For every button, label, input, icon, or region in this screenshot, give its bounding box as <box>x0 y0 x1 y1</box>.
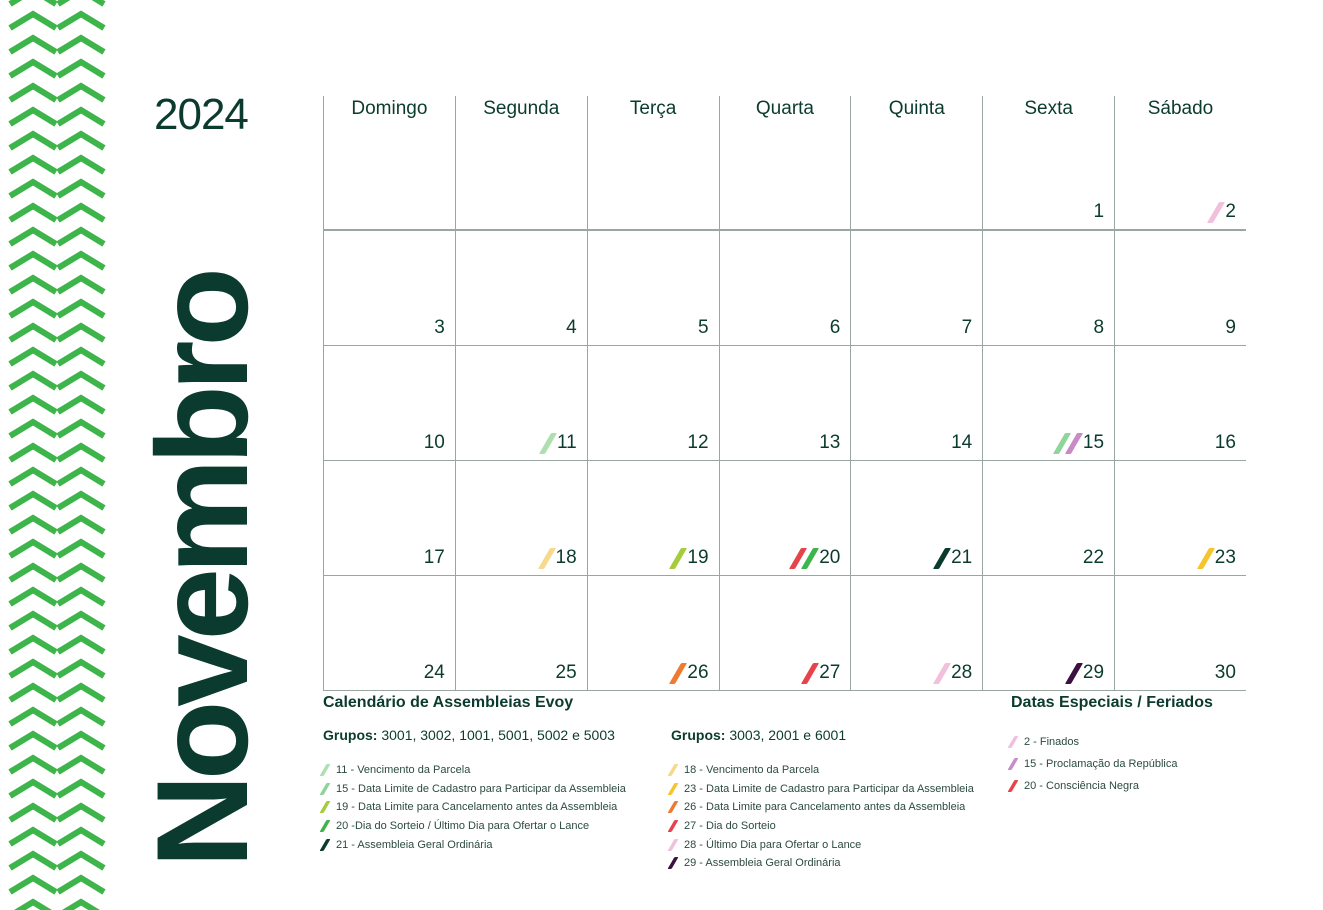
calendar-day-cell <box>982 461 1114 575</box>
day-number-group <box>1093 317 1104 339</box>
chevron-stripe <box>58 14 104 28</box>
day-number: 19 <box>687 547 709 568</box>
legend-item-text: 2 - Finados <box>1024 736 1080 748</box>
legend-item <box>1011 775 1177 797</box>
day-number-group <box>434 317 445 339</box>
event-marker-icon <box>537 548 555 569</box>
chevron-stripe <box>10 470 56 484</box>
chevron-stripe <box>10 398 56 412</box>
day-number-group <box>1225 317 1236 339</box>
event-marker-icon <box>1207 202 1225 223</box>
chevron-stripe <box>58 374 104 388</box>
day-number: 1 <box>1093 201 1105 222</box>
chevron-stripe <box>10 734 56 748</box>
day-number: 20 <box>819 547 841 568</box>
legend-marker-icon <box>320 839 331 851</box>
day-number-group <box>951 432 972 454</box>
legend-item-text: 20 - Consciência Negra <box>1024 780 1139 792</box>
day-number-group <box>830 317 841 339</box>
chevron-stripe <box>10 638 56 652</box>
chevron-stripe <box>58 134 104 148</box>
legend-item-text: 29 - Assembleia Geral Ordinária <box>684 857 841 870</box>
chevron-stripe <box>58 710 104 724</box>
calendar-day-cell <box>455 576 587 690</box>
calendar-month: Novembro <box>129 273 275 868</box>
legend-item-text: 21 - Assembleia Geral Ordinária <box>336 838 493 851</box>
chevron-stripe <box>58 62 104 76</box>
chevron-stripe <box>58 494 104 508</box>
legend-item <box>671 817 974 836</box>
legend-item <box>671 798 974 817</box>
event-marker-icon <box>669 548 687 569</box>
calendar-day-cell <box>455 346 587 460</box>
chevron-stripe <box>10 590 56 604</box>
day-number-group <box>1083 547 1104 569</box>
day-number-group <box>807 662 840 684</box>
calendar-year: 2024 <box>154 90 248 139</box>
chevron-stripe <box>10 662 56 676</box>
calendar-day-cell <box>982 346 1114 460</box>
chevron-stripe <box>10 806 56 820</box>
chevron-stripe <box>10 422 56 436</box>
chevron-stripe <box>10 566 56 580</box>
chevron-stripe <box>58 326 104 340</box>
calendar-week-row <box>323 575 1246 691</box>
legend-item-text: 27 - Dia do Sorteio <box>684 820 776 833</box>
day-number-group <box>1093 201 1104 223</box>
event-marker-icon <box>933 663 951 684</box>
calendar-empty-cell <box>587 132 719 229</box>
day-number: 14 <box>951 432 973 453</box>
chevron-stripe <box>58 854 104 868</box>
calendar-day-cell <box>1114 461 1246 575</box>
day-number: 17 <box>423 547 445 568</box>
legend-item-text: 18 - Vencimento da Parcela <box>684 764 820 777</box>
chevron-stripe <box>58 590 104 604</box>
legend-marker-icon <box>668 820 679 832</box>
legend-marker-icon <box>320 801 331 813</box>
day-number: 24 <box>423 662 445 683</box>
legend-marker-icon <box>1008 780 1019 792</box>
legend-item-text: 19 - Data Limite para Cancelamento antes da Assembleia <box>336 801 618 814</box>
event-marker-icon <box>669 663 687 684</box>
calendar-grid <box>323 96 1246 691</box>
special-dates-title: Datas Especiais / Feriados <box>1011 694 1213 711</box>
day-number-group <box>566 317 577 339</box>
day-number: 6 <box>829 317 841 338</box>
calendar-day-cell <box>1114 231 1246 345</box>
weekday-header-cell: Domingo <box>323 96 455 132</box>
day-number-group <box>1215 662 1236 684</box>
day-number-group <box>675 662 708 684</box>
calendar-day-cell <box>719 461 851 575</box>
event-marker-icon <box>933 548 951 569</box>
chevron-stripe <box>10 206 56 220</box>
chevron-stripe <box>58 542 104 556</box>
calendar-empty-cell <box>719 132 851 229</box>
weekday-header-cell: Sábado <box>1114 96 1246 132</box>
calendar-empty-cell <box>850 132 982 229</box>
day-number: 28 <box>951 662 973 683</box>
calendar-day-cell <box>323 346 455 460</box>
legend-item <box>323 761 626 780</box>
day-number: 18 <box>555 547 577 568</box>
calendar-month-wrap <box>129 256 275 868</box>
legend-item <box>671 835 974 854</box>
chevron-stripe <box>58 758 104 772</box>
chevron-stripe <box>58 110 104 124</box>
chevron-stripe <box>58 158 104 172</box>
legend-item <box>1011 753 1177 775</box>
event-marker-icon <box>1197 548 1215 569</box>
day-number: 15 <box>1082 432 1105 453</box>
day-number-group <box>424 662 445 684</box>
legend-marker-icon <box>668 801 679 813</box>
chevron-stripe <box>58 230 104 244</box>
chevron-stripe <box>58 206 104 220</box>
chevron-stripe <box>10 374 56 388</box>
calendar-day-cell <box>719 576 851 690</box>
chevron-stripe <box>58 782 104 796</box>
legend-item-text: 11 - Vencimento da Parcela <box>336 764 471 777</box>
calendar-week-row <box>323 345 1246 460</box>
chevron-stripe <box>58 566 104 580</box>
calendar-day-cell <box>850 231 982 345</box>
chevron-stripe <box>58 662 104 676</box>
group1-legend-list <box>323 761 626 854</box>
chevron-stripe <box>10 518 56 532</box>
event-marker-icon <box>1065 663 1083 684</box>
legend-item-text: 28 - Último Dia para Ofertar o Lance <box>684 838 862 851</box>
chevron-stripe <box>58 686 104 700</box>
special-dates-list <box>1011 731 1177 797</box>
legend-item-text: 15 - Proclamação da República <box>1024 758 1178 770</box>
day-number: 11 <box>556 432 577 453</box>
day-number-group <box>939 547 972 569</box>
day-number-group <box>675 547 708 569</box>
day-number: 2 <box>1225 201 1236 222</box>
legend-item <box>671 780 974 799</box>
chevron-stripe <box>10 302 56 316</box>
day-number: 7 <box>961 317 973 338</box>
group1-label-prefix: Grupos: <box>323 727 378 743</box>
calendar-day-cell <box>850 576 982 690</box>
chevron-stripe <box>10 158 56 172</box>
weekday-header-cell: Sexta <box>982 96 1114 132</box>
day-number: 25 <box>555 662 577 683</box>
day-number: 30 <box>1214 662 1236 683</box>
chevron-stripe <box>10 0 56 4</box>
calendar-day-cell <box>982 231 1114 345</box>
legend-marker-icon <box>668 783 679 795</box>
chevron-stripe <box>58 182 104 196</box>
calendar-day-cell <box>982 132 1114 229</box>
day-number: 10 <box>423 432 445 453</box>
day-number-group <box>687 432 708 454</box>
day-number-group <box>939 662 972 684</box>
calendar-week-row <box>323 460 1246 575</box>
chevron-stripe <box>10 278 56 292</box>
weekday-header <box>323 96 1246 132</box>
day-number: 8 <box>1093 317 1105 338</box>
legend-item <box>671 854 974 873</box>
chevron-stripe <box>10 854 56 868</box>
calendar-week-row <box>323 132 1246 230</box>
day-number: 16 <box>1214 432 1236 453</box>
calendar-day-cell <box>587 346 719 460</box>
chevron-stripe <box>10 542 56 556</box>
chevron-stripe <box>10 902 56 910</box>
event-marker-icon <box>801 663 819 684</box>
chevron-stripe <box>58 422 104 436</box>
day-number-group <box>1203 547 1236 569</box>
chevron-stripe <box>58 806 104 820</box>
calendar-day-cell <box>323 461 455 575</box>
chevron-stripe <box>10 110 56 124</box>
chevron-stripe <box>10 830 56 844</box>
day-number-group <box>962 317 973 339</box>
chevron-stripe <box>58 278 104 292</box>
legend-item <box>1011 731 1177 753</box>
day-number: 23 <box>1214 547 1236 568</box>
day-number: 9 <box>1225 317 1236 338</box>
legend-marker-icon <box>1008 758 1019 770</box>
group2-legend-list <box>671 761 974 873</box>
chevron-stripes-decoration <box>0 0 110 910</box>
chevron-stripe <box>10 38 56 52</box>
calendar-empty-cell <box>455 132 587 229</box>
calendar-day-cell <box>323 576 455 690</box>
chevron-stripe <box>10 230 56 244</box>
day-number: 4 <box>566 317 577 338</box>
chevron-stripe <box>58 614 104 628</box>
chevron-stripe <box>10 14 56 28</box>
chevron-stripe <box>10 446 56 460</box>
legend-item-text: 23 - Data Limite de Cadastro para Participar da Assembleia <box>684 782 974 795</box>
calendar-day-cell <box>455 231 587 345</box>
day-number: 26 <box>687 662 709 683</box>
group1-label <box>323 727 615 743</box>
day-number: 22 <box>1082 547 1105 568</box>
legend-marker-icon <box>668 857 679 869</box>
day-number-group <box>1071 662 1104 684</box>
calendar-day-cell <box>719 231 851 345</box>
weekday-header-cell: Quarta <box>719 96 851 132</box>
calendar-day-cell <box>587 461 719 575</box>
legend-item-text: 26 - Data Limite para Cancelamento antes da Assembleia <box>684 801 966 814</box>
chevron-stripe <box>58 350 104 364</box>
day-number-group <box>424 432 445 454</box>
chevron-stripe <box>58 254 104 268</box>
calendar-day-cell <box>323 231 455 345</box>
chevron-stripe <box>10 878 56 892</box>
legend-marker-icon <box>320 783 331 795</box>
calendar-day-cell <box>1114 346 1246 460</box>
day-number: 12 <box>687 432 709 453</box>
day-number: 27 <box>819 662 841 683</box>
weekday-header-cell: Segunda <box>455 96 587 132</box>
weekday-header-cell: Quinta <box>850 96 982 132</box>
chevron-stripe <box>10 350 56 364</box>
chevron-stripe <box>10 326 56 340</box>
legend-item-text: 15 - Data Limite de Cadastro para Participar da Assembleia <box>336 782 626 795</box>
day-number-group <box>795 547 840 569</box>
chevron-stripe <box>58 86 104 100</box>
day-number: 5 <box>697 317 709 338</box>
chevron-stripe <box>58 830 104 844</box>
day-number: 21 <box>951 547 973 568</box>
legend-item <box>323 798 626 817</box>
chevron-stripe <box>58 302 104 316</box>
day-number-group <box>819 432 840 454</box>
day-number-group <box>545 432 577 454</box>
group2-label-prefix: Grupos: <box>671 727 726 743</box>
legend-marker-icon <box>668 839 679 851</box>
chevron-stripe <box>10 254 56 268</box>
group1-values: 3001, 3002, 1001, 5001, 5002 e 5003 <box>381 727 615 743</box>
day-number-group <box>1215 432 1236 454</box>
calendar-day-cell <box>587 231 719 345</box>
chevron-stripe <box>58 638 104 652</box>
calendar-empty-cell <box>323 132 455 229</box>
group2-values: 3003, 2001 e 6001 <box>729 727 847 743</box>
legend-marker-icon <box>1008 736 1019 748</box>
legend-marker-icon <box>668 764 679 776</box>
legend-item <box>671 761 974 780</box>
day-number-group <box>556 662 577 684</box>
day-number-group <box>1059 432 1104 454</box>
chevron-stripe <box>10 86 56 100</box>
chevron-stripe <box>10 494 56 508</box>
chevron-stripe <box>10 686 56 700</box>
chevron-stripe <box>58 398 104 412</box>
chevron-stripe <box>58 446 104 460</box>
event-marker-icon <box>539 433 557 454</box>
day-number: 3 <box>434 317 445 338</box>
chevron-stripe <box>58 734 104 748</box>
chevron-stripe <box>10 710 56 724</box>
chevron-stripe <box>10 134 56 148</box>
chevron-stripe <box>10 614 56 628</box>
day-number: 29 <box>1082 662 1105 683</box>
legend-item-text: 20 -Dia do Sorteio / Último Dia para Ofertar o Lance <box>336 820 590 833</box>
day-number-group <box>1213 201 1236 223</box>
legend-item <box>323 780 626 799</box>
chevron-stripe <box>58 902 104 910</box>
calendar-day-cell <box>587 576 719 690</box>
chevron-stripe <box>10 182 56 196</box>
chevron-stripe <box>58 470 104 484</box>
chevron-stripe <box>10 758 56 772</box>
legend-marker-icon <box>320 764 331 776</box>
calendar-day-cell <box>455 461 587 575</box>
legend-item <box>323 817 626 836</box>
day-number: 13 <box>819 432 841 453</box>
calendar-day-cell <box>850 346 982 460</box>
legend-title: Calendário de Assembleias Evoy <box>323 694 574 711</box>
day-number-group <box>424 547 445 569</box>
chevron-stripe <box>58 0 104 4</box>
chevron-stripe <box>10 62 56 76</box>
day-number-group <box>544 547 577 569</box>
calendar-day-cell <box>719 346 851 460</box>
group2-label <box>671 727 846 743</box>
calendar-day-cell <box>850 461 982 575</box>
legend-item <box>323 835 626 854</box>
day-number-group <box>698 317 709 339</box>
legend-marker-icon <box>320 820 331 832</box>
calendar-day-cell <box>1114 132 1246 229</box>
chevron-stripe <box>10 782 56 796</box>
calendar-week-row <box>323 230 1246 345</box>
calendar-day-cell <box>982 576 1114 690</box>
chevron-stripe <box>58 878 104 892</box>
calendar-day-cell <box>1114 576 1246 690</box>
chevron-stripe <box>58 38 104 52</box>
weekday-header-cell: Terça <box>587 96 719 132</box>
chevron-stripe <box>58 518 104 532</box>
